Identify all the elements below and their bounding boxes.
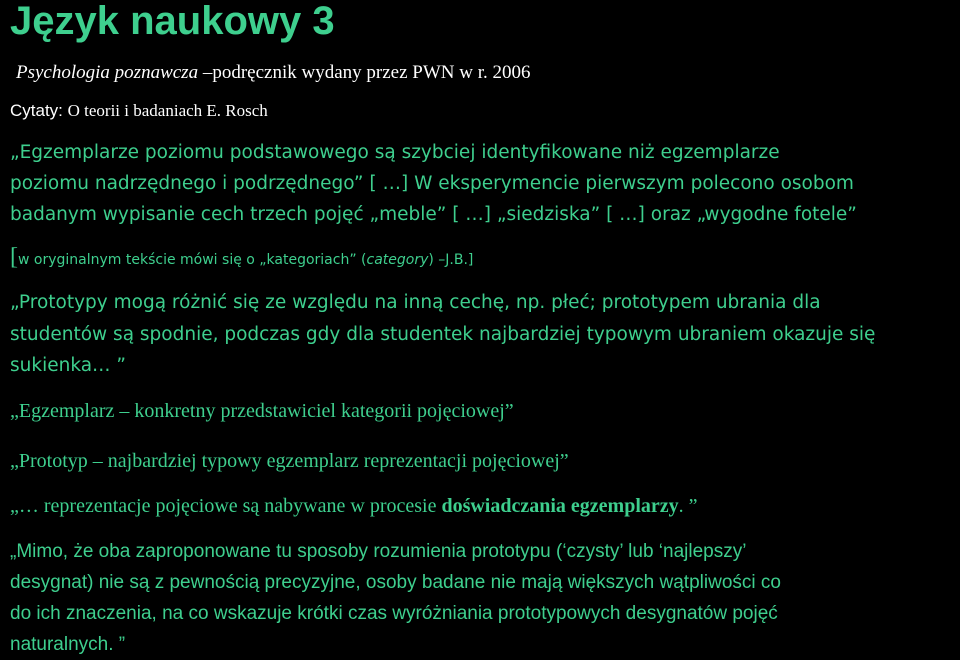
quote4-line1: „Mimo, że oba zaproponowane tu sposoby rozumienia prototypu (‘czysty’ lub ‘najlepszy’ <box>10 541 747 562</box>
definition-prototyp: „Prototyp – najbardziej typowy egzemplarz reprezentacji pojęciowej” <box>10 450 569 472</box>
quote1-line3: badanym wypisanie cech trzech pojęć „meble” [ …] „siedziska” [ …] oraz „wygodne fotele” <box>10 204 857 225</box>
source-line <box>16 62 531 84</box>
quote3-end: . ” <box>678 495 698 517</box>
definition-egzemplarz: „Egzemplarz – konkretny przedstawiciel kategorii pojęciowej” <box>10 400 514 422</box>
note-bracket: [ <box>10 244 18 270</box>
note-italic: category <box>366 252 429 268</box>
quote2-line3: sukienka… ” <box>10 355 127 376</box>
citation-line <box>10 101 268 121</box>
citation-label: Cytaty: <box>10 101 68 120</box>
quote2-line2: studentów są spodnie, podczas gdy dla studentek najbardziej typowym ubraniem okazuje się <box>10 324 876 345</box>
note-text: w oryginalnym tekście mówi się o „kategoriach” ( <box>18 252 367 268</box>
quote4-line4: naturalnych. ” <box>10 634 126 655</box>
source-rest: –podręcznik wydany przez PWN w r. 2006 <box>198 62 531 83</box>
quote3 <box>10 495 698 518</box>
note-text-end: ) –J.B.] <box>428 252 474 268</box>
quote2-line1: „Prototypy mogą różnić się ze względu na inną cechę, np. płeć; prototypem ubrania dla <box>10 292 821 313</box>
quote3-start: „… reprezentacje pojęciowe są nabywane w procesie <box>10 495 442 517</box>
quote4-line2: desygnat) nie są z pewnością precyzyjne, osoby badane nie mają większych wątpliwości co <box>10 572 781 593</box>
quote1-line2: poziomu nadrzędnego i podrzędnego” [ …] W eksperymencie pierwszym polecono osobom <box>10 173 854 194</box>
translator-note <box>10 244 473 271</box>
quote4-line3: do ich znaczenia, na co wskazuje krótki czas wyróżniania prototypowych desygnatów pojęć <box>10 603 778 624</box>
citation-text: O teorii i badaniach E. Rosch <box>67 101 268 120</box>
quote3-bold: doświadczania egzemplarzy <box>441 495 679 517</box>
slide-title: Język naukowy 3 <box>10 0 335 43</box>
quote1-line1: „Egzemplarze poziomu podstawowego są szybciej identyfikowane niż egzemplarze <box>10 142 780 163</box>
book-title: Psychologia poznawcza <box>16 62 199 83</box>
